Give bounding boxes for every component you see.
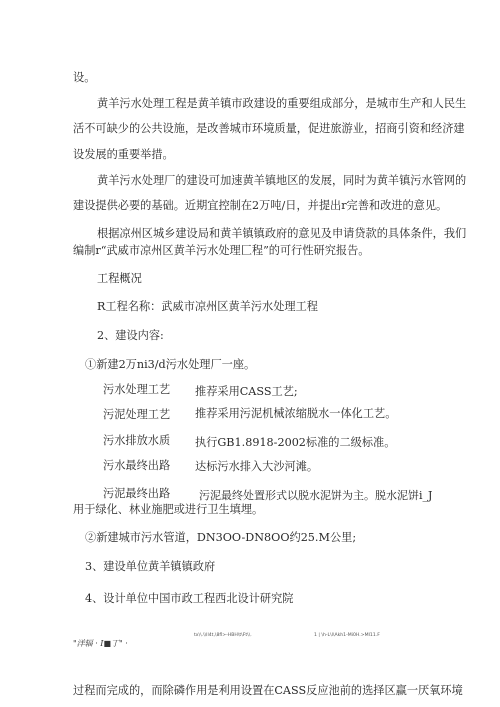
pipeline-line: ②新建城市污水管道，DN3OO-DN8OO约25.M公里;: [85, 531, 357, 544]
spec-value: 推荐采用污泥机械浓缩脱水一体化工艺。: [195, 407, 397, 420]
designer-line: 4、设计单位中国市政工程西北设计研究院: [85, 592, 294, 605]
footer-mark: "洋辐 · I■丁" ·: [73, 639, 128, 648]
paragraph-line: 编制r“武威市凉州区黄羊污水处理匚程”的可行性研究报告。: [73, 244, 370, 257]
paragraph-line: 设发展的重要举措。: [73, 148, 174, 161]
paragraph-line: 黄羊污水处理厂的建设可加速黄羊镇地区的发展，同时为黄羊镇污水管网的: [97, 174, 467, 187]
spec-label: 污泥最终出路: [103, 487, 171, 500]
section-heading: 工程概况: [97, 272, 142, 285]
paragraph-line: 黄羊污水处理工程是黄羊镇市政建设的重要组成部分，是城市生产和人民生: [97, 97, 467, 110]
paragraph-line: 活不可缺少的公共设施，是改善城市环境质量，促进旅游业，招商引资和经济建: [73, 122, 465, 135]
paragraph-line: 设。: [73, 71, 96, 84]
paragraph-line: 根据凉州区城乡建设局和黄羊镇镇政府的意见及申请贷款的具体条件，我们: [97, 227, 467, 240]
spec-label: 污泥处理工艺: [103, 408, 171, 421]
spec-label: 污水处理工艺: [103, 383, 171, 396]
spec-value: 污泥最终处置形式以脱水泥饼为主。脱水泥饼i_J: [199, 489, 433, 502]
owner-line: 3、建设单位黄羊镇镇政府: [85, 560, 216, 573]
paragraph-line: 过程而完成的，而除磷作用是利用设置在CASS反应池前的选择区赢一厌氧环境: [73, 684, 463, 697]
spec-value: 执行GB1.8918-2002标准的二级标准。: [195, 436, 396, 449]
paragraph-line: 用于绿化、林业施肥或进行卫生填埋。: [73, 503, 264, 516]
footer-small-text: 1 | \h-L\l\Akh1-Mi0H.>MI11.F: [314, 633, 380, 638]
project-name: R工程名称：武威市凉州区黄羊污水处理工程: [97, 300, 318, 313]
construction-content-heading: 2、建设内容:: [97, 329, 164, 342]
spec-value: 推荐采用CASS工艺;: [195, 385, 298, 398]
paragraph-line: 建设提供必要的基础。近期宜控制在2万吨/日，并提出r完善和改进的意见。: [73, 199, 448, 212]
spec-label: 污水排放水质: [103, 434, 171, 447]
new-plant-line: ①新建2万ni3/d污水处理厂一座。: [85, 358, 256, 371]
footer-small-text: tx\\.\\ll4t,\8fl>-HBH\t\Ft\\.: [194, 633, 252, 638]
spec-label: 污水最终出路: [103, 459, 171, 472]
spec-value: 达标污水排入大沙河滩。: [195, 460, 319, 473]
